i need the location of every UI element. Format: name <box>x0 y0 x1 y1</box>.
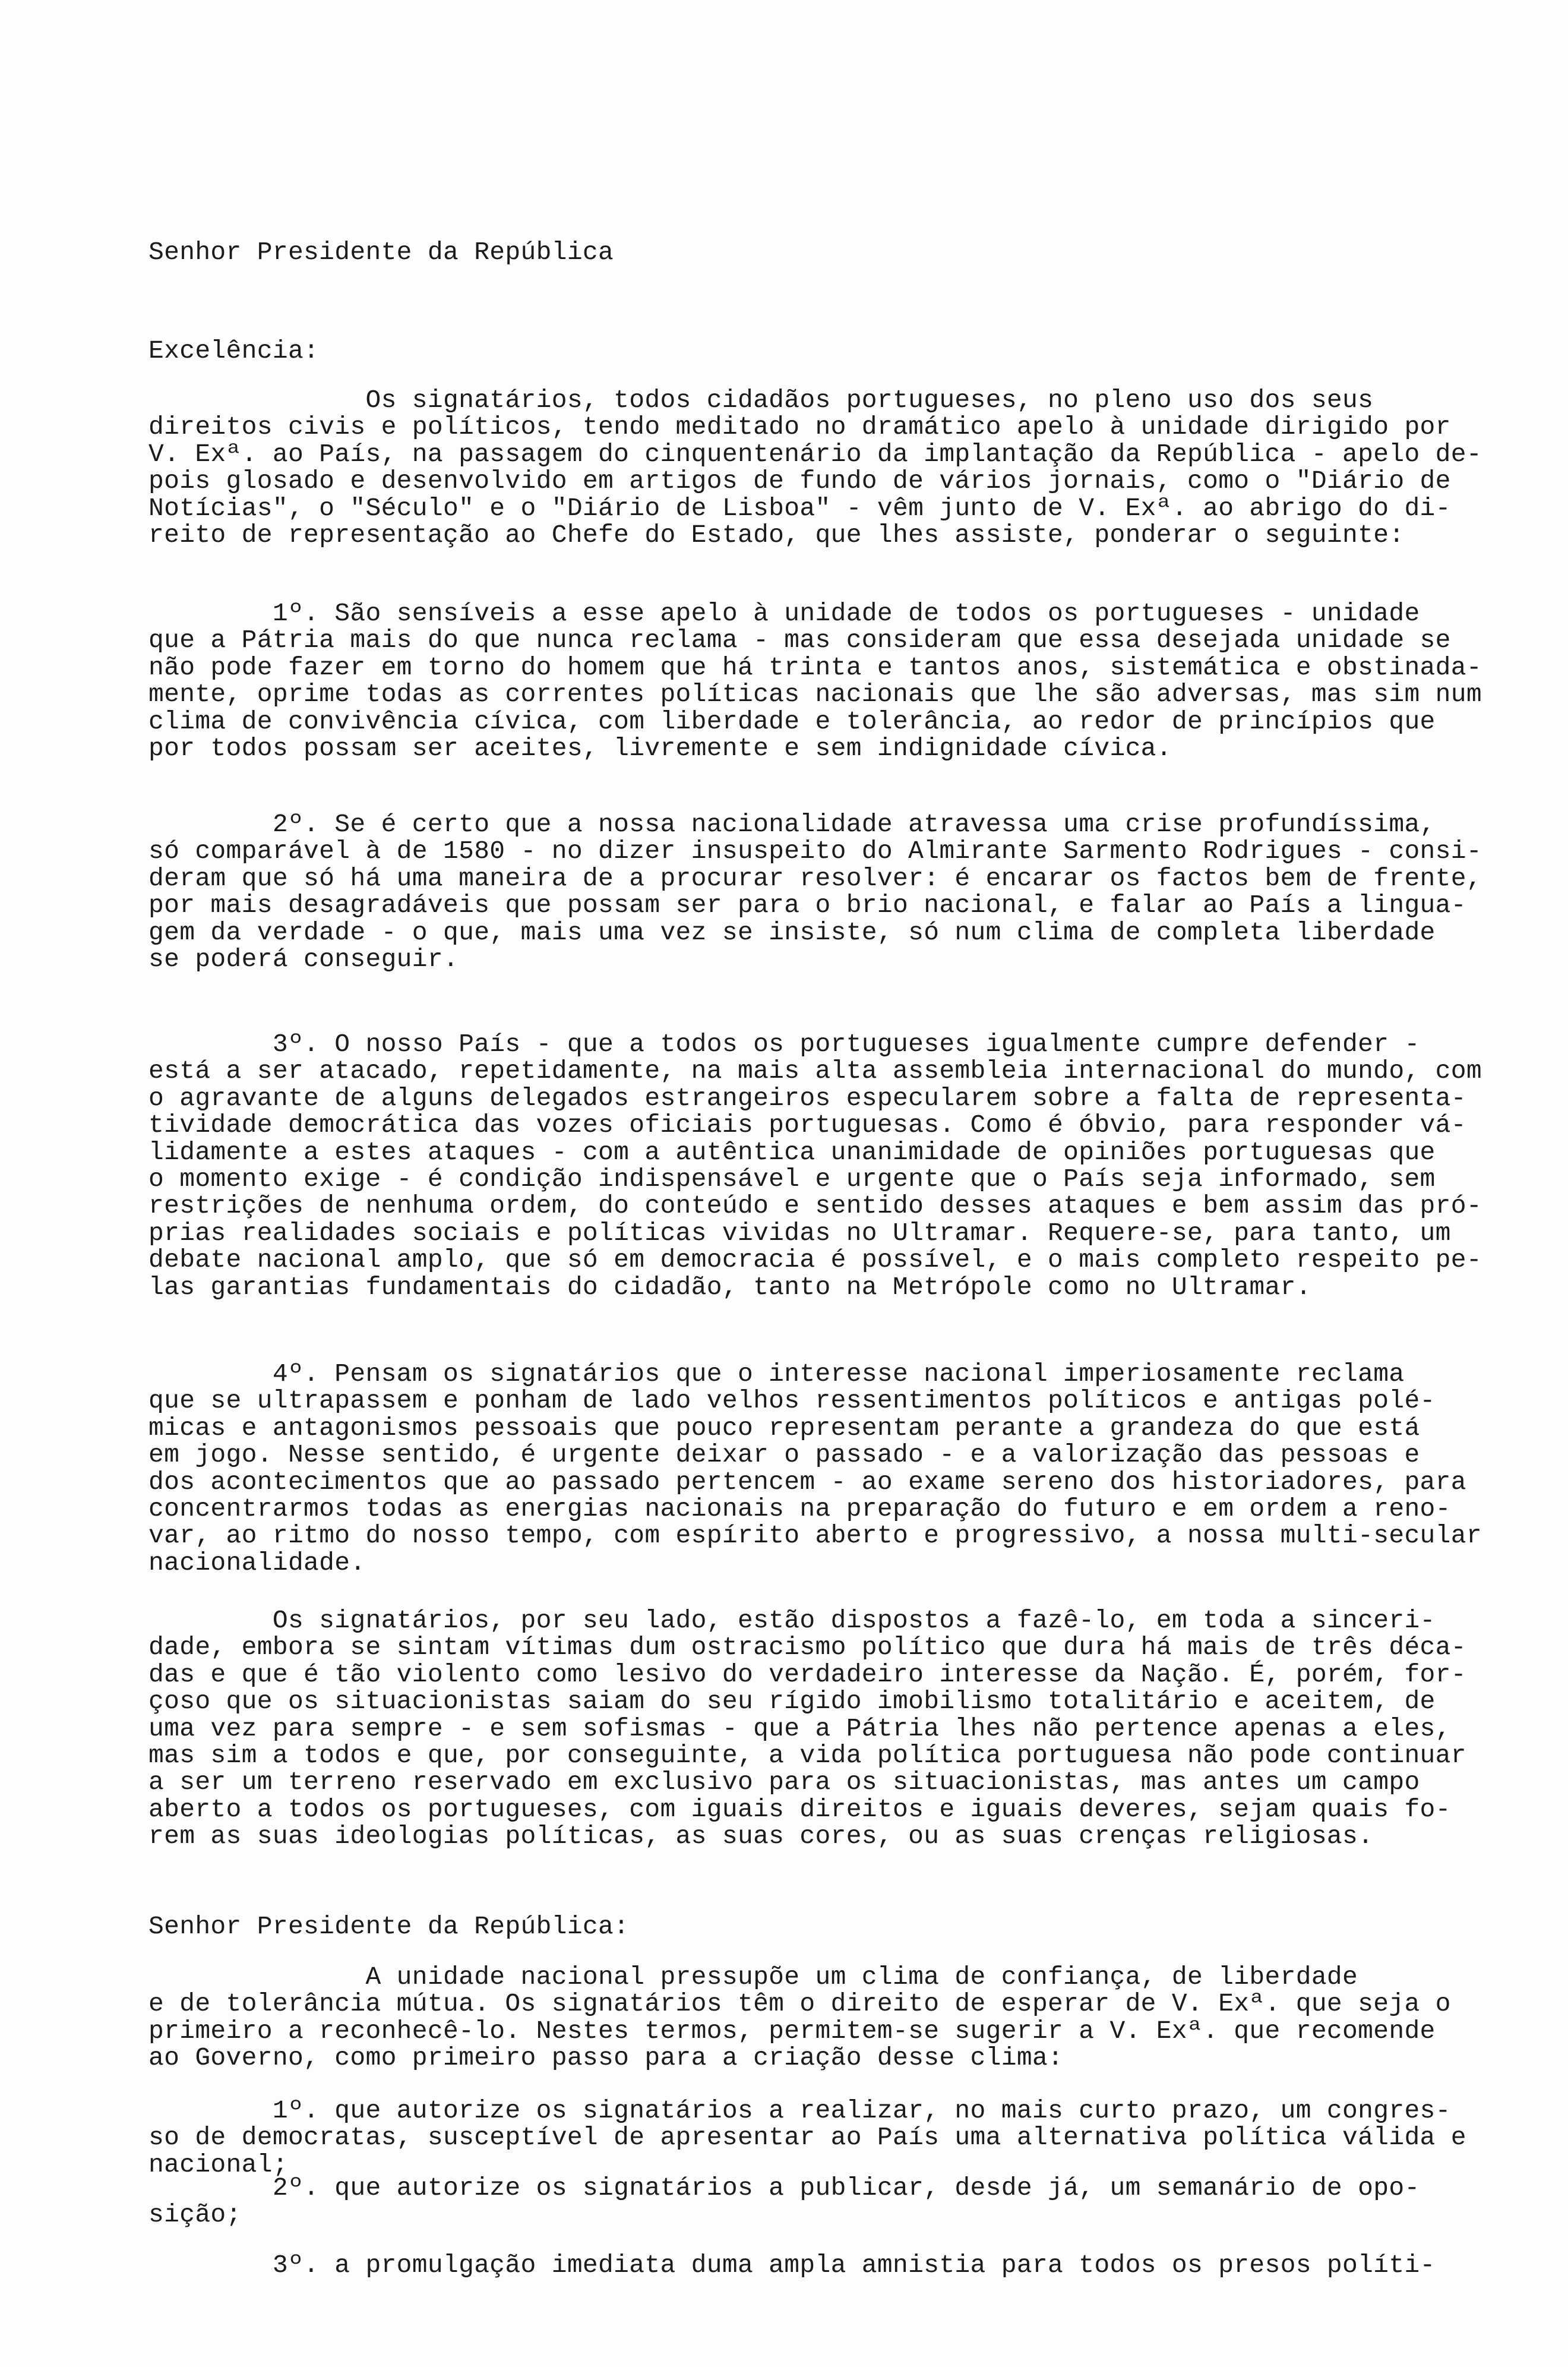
intro-paragraph: Os signatários, todos cidadãos portugueses, no pleno uso dos seus direitos civis e políticos, tendo meditado no dramático apelo à unidade dirigido por V. Exª. ao País, na passagem do cinquentenário da implantação da República - apelo de- pois glosado e desenvolvido em artigos de fundo de vários jornais, como o "Diário de Notícias", o "Século" e o "Diário de Lisboa" - vêm junto de V. Exª. ao abrigo do di- reito de representação ao Chefe do Estado, que lhes assiste, ponderar o seguinte: <box>148 386 1482 550</box>
point-3-paragraph: 3º. O nosso País - que a todos os portugueses igualmente cumpre defender - está a ser atacado, repetidamente, na mais alta assembleia internacional do mundo, com o agravante de alguns delegados estrangeiros especularem sobre a falta de representa- tividade democrática das vozes oficiais portuguesas. Como é óbvio, para responder vá- lidamente a estes ataques - com a autêntica unanimidade de opiniões portuguesas que o momento exige - é condição indispensável e urgente que o País seja informado, sem restrições de nenhuma ordem, do conteúdo e sentido desses ataques e bem assim das pró- prias realidades sociais e políticas vividas no Ultramar. Requere-se, para tanto, um debate nacional amplo, que só em democracia é possível, e o mais completo respeito pe- las garantias fundamentais do cidadão, tanto na Metrópole como no Ultramar. <box>148 1030 1482 1302</box>
second-salutation: Senhor Presidente da República: <box>148 1912 630 1941</box>
point-1-paragraph: 1º. São sensíveis a esse apelo à unidade de todos os portugueses - unidade que a Pátria mais do que nunca reclama - mas consideram que essa desejada unidade se não pode fazer em torno do homem que há trinta e tantos anos, sistemática e obstinada- mente, oprime todas as correntes políticas nacionais que lhe são adversas, mas sim num clima de convivência cívica, com liberdade e tolerância, ao redor de princípios que por todos possam ser aceites, livremente e sem indignidade cívica. <box>148 599 1482 763</box>
request-3: 3º. a promulgação imediata duma ampla amnistia para todos os presos políti- <box>148 2251 1436 2280</box>
request-2: 2º. que autorize os signatários a publicar, desde já, um semanário de opo- sição; <box>148 2173 1420 2230</box>
greeting: Excelência: <box>148 336 320 365</box>
point-2-paragraph: 2º. Se é certo que a nossa nacionalidade atravessa uma crise profundíssima, só comparável à de 1580 - no dizer insuspeito do Almirante Sarmento Rodrigues - consi- deram que só há uma maneira de a procurar resolver: é encarar os factos bem de frente, por mais desagradáveis que possam ser para o brio nacional, e falar ao País a lingua- gem da verdade - o que, mais uma vez se insiste, só num clima de completa liberdade se poderá conseguir. <box>148 810 1482 974</box>
signatories-paragraph: Os signatários, por seu lado, estão dispostos a fazê-lo, em toda a sinceri- dade, embora se sintam vítimas dum ostracismo político que dura há mais de três déca- das e que é tão violento como lesivo do verdadeiro interesse da Nação. É, porém, for- çoso que os situacionistas saiam do seu rígido imobilismo totalitário e aceitem, de uma vez para sempre - e sem sofismas - que a Pátria lhes não pertence apenas a eles, mas sim a todos e que, por conseguinte, a vida política portuguesa não pode continuar a ser um terreno reservado em exclusivo para os situacionistas, mas antes um campo aberto a todos os portugueses, com iguais direitos e iguais deveres, sejam quais fo- rem as suas ideologias políticas, as suas cores, ou as suas crenças religiosas. <box>148 1606 1466 1851</box>
national-unity-paragraph: A unidade nacional pressupõe um clima de confiança, de liberdade e de tolerância mútua. Os signatários têm o direito de esperar de V. Exª. que seja o primeiro a reconhecê-lo. Nestes termos, permitem-se sugerir a V. Exª. que recomende ao Governo, como primeiro passo para a criação desse clima: <box>148 1962 1451 2073</box>
point-4-paragraph: 4º. Pensam os signatários que o interesse nacional imperiosamente reclama que se ultrapassem e ponham de lado velhos ressentimentos políticos e antigas polé- micas e antagonismos pessoais que pouco representam perante a grandeza do que está em jogo. Nesse sentido, é urgente deixar o passado - e a valorização das pessoas e dos acontecimentos que ao passado pertencem - ao exame sereno dos historiadores, para concentrarmos todas as energias nacionais na preparação do futuro e em ordem a reno- var, ao ritmo do nosso tempo, com espírito aberto e progressivo, a nossa multi-secular nacionalidade. <box>148 1359 1482 1577</box>
request-1: 1º. que autorize os signatários a realizar, no mais curto prazo, um congres- so de democratas, susceptível de apresentar ao País uma alternativa política válida e nacional; <box>148 2096 1466 2179</box>
salutation-heading: Senhor Presidente da República <box>148 238 614 267</box>
